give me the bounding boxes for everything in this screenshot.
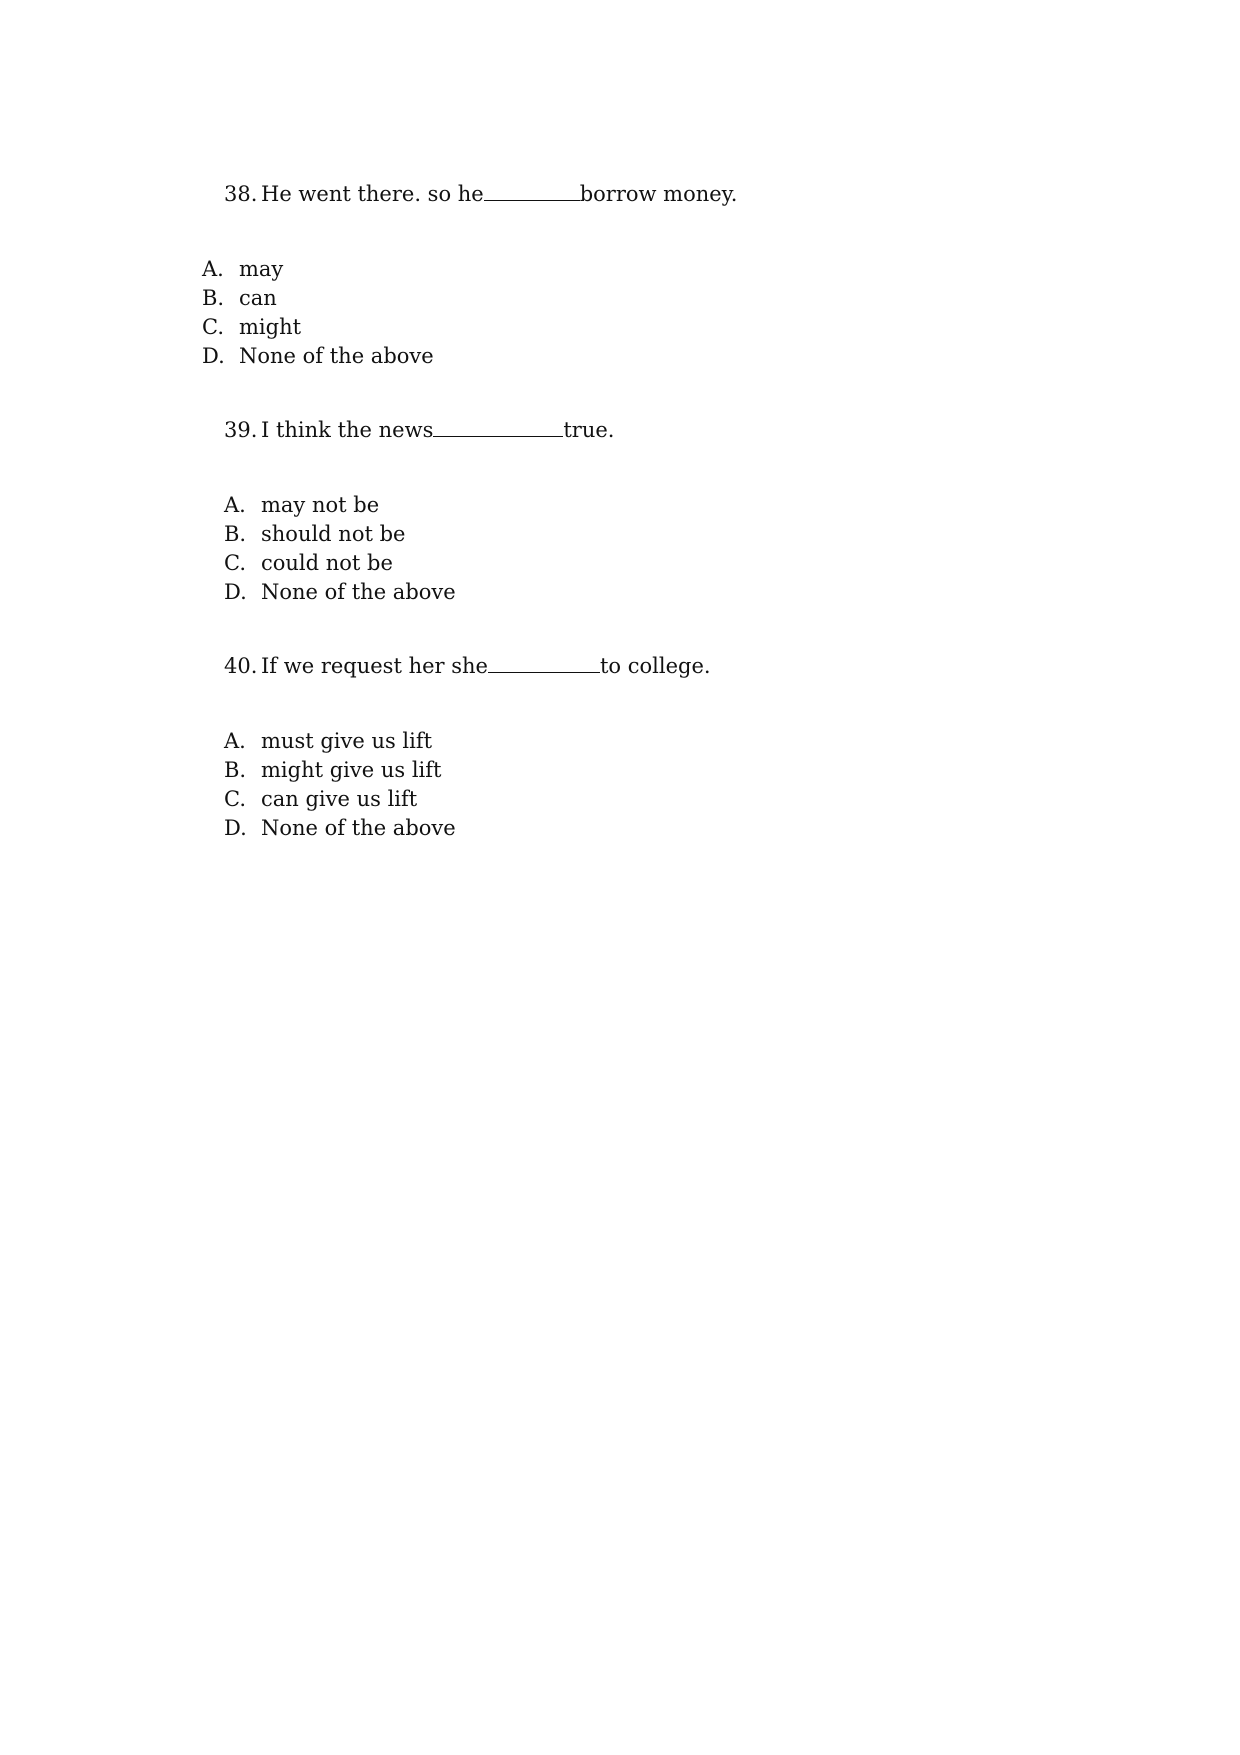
question-number: 38. bbox=[224, 182, 258, 206]
option-a bbox=[202, 255, 283, 283]
option-text: could not be bbox=[261, 551, 393, 575]
option-text: can give us lift bbox=[261, 787, 418, 811]
option-text: must give us lift bbox=[261, 729, 433, 753]
option-letter: B. bbox=[224, 522, 247, 546]
option-letter: D. bbox=[202, 344, 225, 368]
option-b bbox=[224, 520, 405, 548]
question-40 bbox=[224, 652, 711, 680]
question-number: 40. bbox=[224, 654, 258, 678]
option-b bbox=[224, 756, 441, 784]
option-letter: C. bbox=[224, 551, 246, 575]
answer-blank bbox=[484, 182, 580, 201]
option-c bbox=[202, 313, 301, 341]
option-letter: D. bbox=[224, 816, 247, 840]
option-letter: C. bbox=[224, 787, 246, 811]
option-text: may bbox=[239, 257, 284, 281]
answer-blank bbox=[433, 418, 563, 437]
option-letter: A. bbox=[224, 493, 246, 517]
question-text-after: to college. bbox=[599, 654, 711, 678]
option-text: None of the above bbox=[239, 344, 434, 368]
option-text: might give us lift bbox=[261, 758, 442, 782]
option-text: may not be bbox=[261, 493, 380, 517]
option-d bbox=[224, 814, 456, 842]
answer-blank bbox=[488, 654, 600, 673]
question-text-after: true. bbox=[563, 418, 615, 442]
option-letter: D. bbox=[224, 580, 247, 604]
option-text: can bbox=[239, 286, 277, 310]
option-text: should not be bbox=[261, 522, 406, 546]
option-d bbox=[224, 578, 456, 606]
option-letter: A. bbox=[202, 257, 224, 281]
option-c bbox=[224, 549, 393, 577]
option-c bbox=[224, 785, 417, 813]
option-a bbox=[224, 727, 432, 755]
option-letter: B. bbox=[202, 286, 225, 310]
option-text: might bbox=[239, 315, 302, 339]
option-letter: B. bbox=[224, 758, 247, 782]
question-number: 39. bbox=[224, 418, 258, 442]
option-letter: C. bbox=[202, 315, 224, 339]
question-39 bbox=[224, 416, 614, 444]
question-text-before: He went there. so he bbox=[261, 182, 484, 206]
question-text-after: borrow money. bbox=[579, 182, 738, 206]
option-b bbox=[202, 284, 277, 312]
option-letter: A. bbox=[224, 729, 246, 753]
option-text: None of the above bbox=[261, 816, 456, 840]
question-38 bbox=[224, 180, 737, 208]
option-a bbox=[224, 491, 379, 519]
option-d bbox=[202, 342, 434, 370]
option-text: None of the above bbox=[261, 580, 456, 604]
question-text-before: If we request her she bbox=[261, 654, 488, 678]
question-text-before: I think the news bbox=[261, 418, 434, 442]
